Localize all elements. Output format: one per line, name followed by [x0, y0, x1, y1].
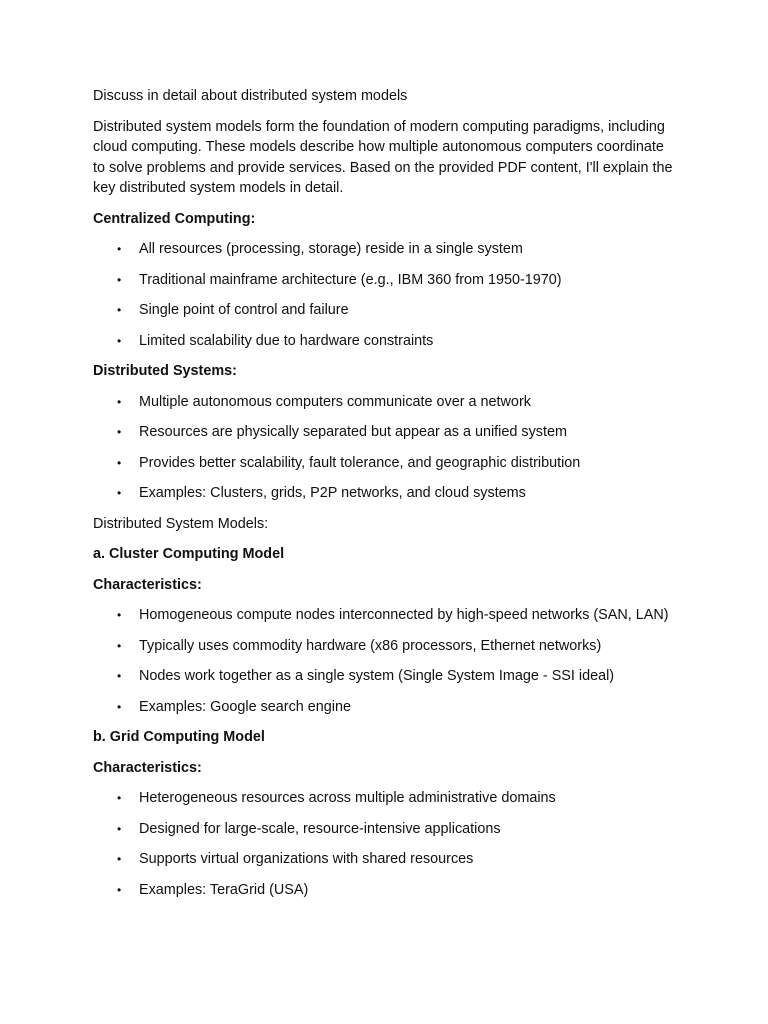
list-item-text: Designed for large-scale, resource-intensive applications — [139, 820, 501, 837]
list-item — [93, 270, 673, 291]
bullet-icon: • — [117, 303, 122, 317]
list-item — [93, 392, 673, 413]
bullet-icon: • — [117, 608, 122, 622]
cluster-characteristics-heading: Characteristics: — [93, 576, 202, 593]
bullet-icon: • — [117, 333, 122, 348]
bullet-icon: • — [117, 699, 122, 714]
list-item-text: Provides better scalability, fault tolerance, and geographic distribution — [139, 454, 581, 471]
distributed-heading: Distributed Systems: — [93, 363, 237, 379]
bullet-icon: • — [117, 242, 122, 256]
bullet-icon: • — [117, 852, 122, 866]
grid-title: b. Grid Computing Model — [93, 729, 265, 745]
bullet-icon: • — [117, 486, 122, 500]
list-item-text: Traditional mainframe architecture (e.g., IBM 360 from 1950-1970) — [139, 271, 562, 288]
intro-paragraph: Distributed system models form the foundation of modern computing paradigms, including cloud computing. These models describe how multiple autonomous computers coordinate to solve problems and provide services. Based on the provided PDF content, I'll explain the key distributed system models in detail. — [93, 118, 673, 196]
list-item — [93, 819, 673, 840]
distributed-list — [93, 392, 673, 504]
list-item-text: Single point of control and failure — [139, 302, 349, 318]
question-text: Discuss in detail about distributed system models — [93, 88, 408, 104]
list-item — [93, 331, 673, 352]
list-item-text: All resources (processing, storage) reside in a single system — [139, 241, 523, 257]
cluster-title: a. Cluster Computing Model — [93, 546, 285, 562]
list-item — [93, 788, 673, 809]
list-item — [93, 483, 673, 504]
list-item-text: Limited scalability due to hardware constraints — [139, 332, 434, 349]
list-item-text: Nodes work together as a single system (Single System Image - SSI ideal) — [139, 668, 615, 684]
cluster-list — [93, 605, 673, 717]
list-item — [93, 880, 673, 901]
list-item-text: Typically uses commodity hardware (x86 processors, Ethernet networks) — [139, 637, 602, 654]
bullet-icon: • — [117, 791, 122, 805]
bullet-icon: • — [117, 272, 122, 287]
list-item-text: Resources are physically separated but appear as a unified system — [139, 424, 567, 440]
list-item — [93, 239, 673, 260]
list-item — [93, 636, 673, 657]
centralized-heading: Centralized Computing: — [93, 210, 256, 227]
list-item-text: Heterogeneous resources across multiple administrative domains — [139, 790, 556, 806]
bullet-icon: • — [117, 669, 122, 683]
list-item-text: Supports virtual organizations with shared resources — [139, 851, 474, 867]
list-item — [93, 453, 673, 474]
list-item — [93, 300, 673, 321]
grid-characteristics-heading: Characteristics: — [93, 759, 202, 776]
bullet-icon: • — [117, 821, 122, 836]
list-item-text: Multiple autonomous computers communicate over a network — [139, 393, 531, 410]
bullet-icon: • — [117, 638, 122, 653]
list-item — [93, 422, 673, 443]
grid-list — [93, 788, 673, 900]
document-page — [93, 86, 673, 910]
list-item-text: Examples: Google search engine — [139, 698, 351, 715]
list-item-text: Homogeneous compute nodes interconnected by high-speed networks (SAN, LAN) — [139, 607, 669, 623]
bullet-icon: • — [117, 455, 122, 470]
bullet-icon: • — [117, 882, 122, 897]
list-item — [93, 697, 673, 718]
list-item-text: Examples: Clusters, grids, P2P networks, and cloud systems — [139, 485, 526, 501]
models-label: Distributed System Models: — [93, 515, 269, 532]
list-item — [93, 849, 673, 870]
list-item — [93, 605, 673, 626]
bullet-icon: • — [117, 394, 122, 409]
list-item — [93, 666, 673, 687]
list-item-text: Examples: TeraGrid (USA) — [139, 881, 309, 898]
centralized-list — [93, 239, 673, 351]
bullet-icon: • — [117, 425, 122, 439]
